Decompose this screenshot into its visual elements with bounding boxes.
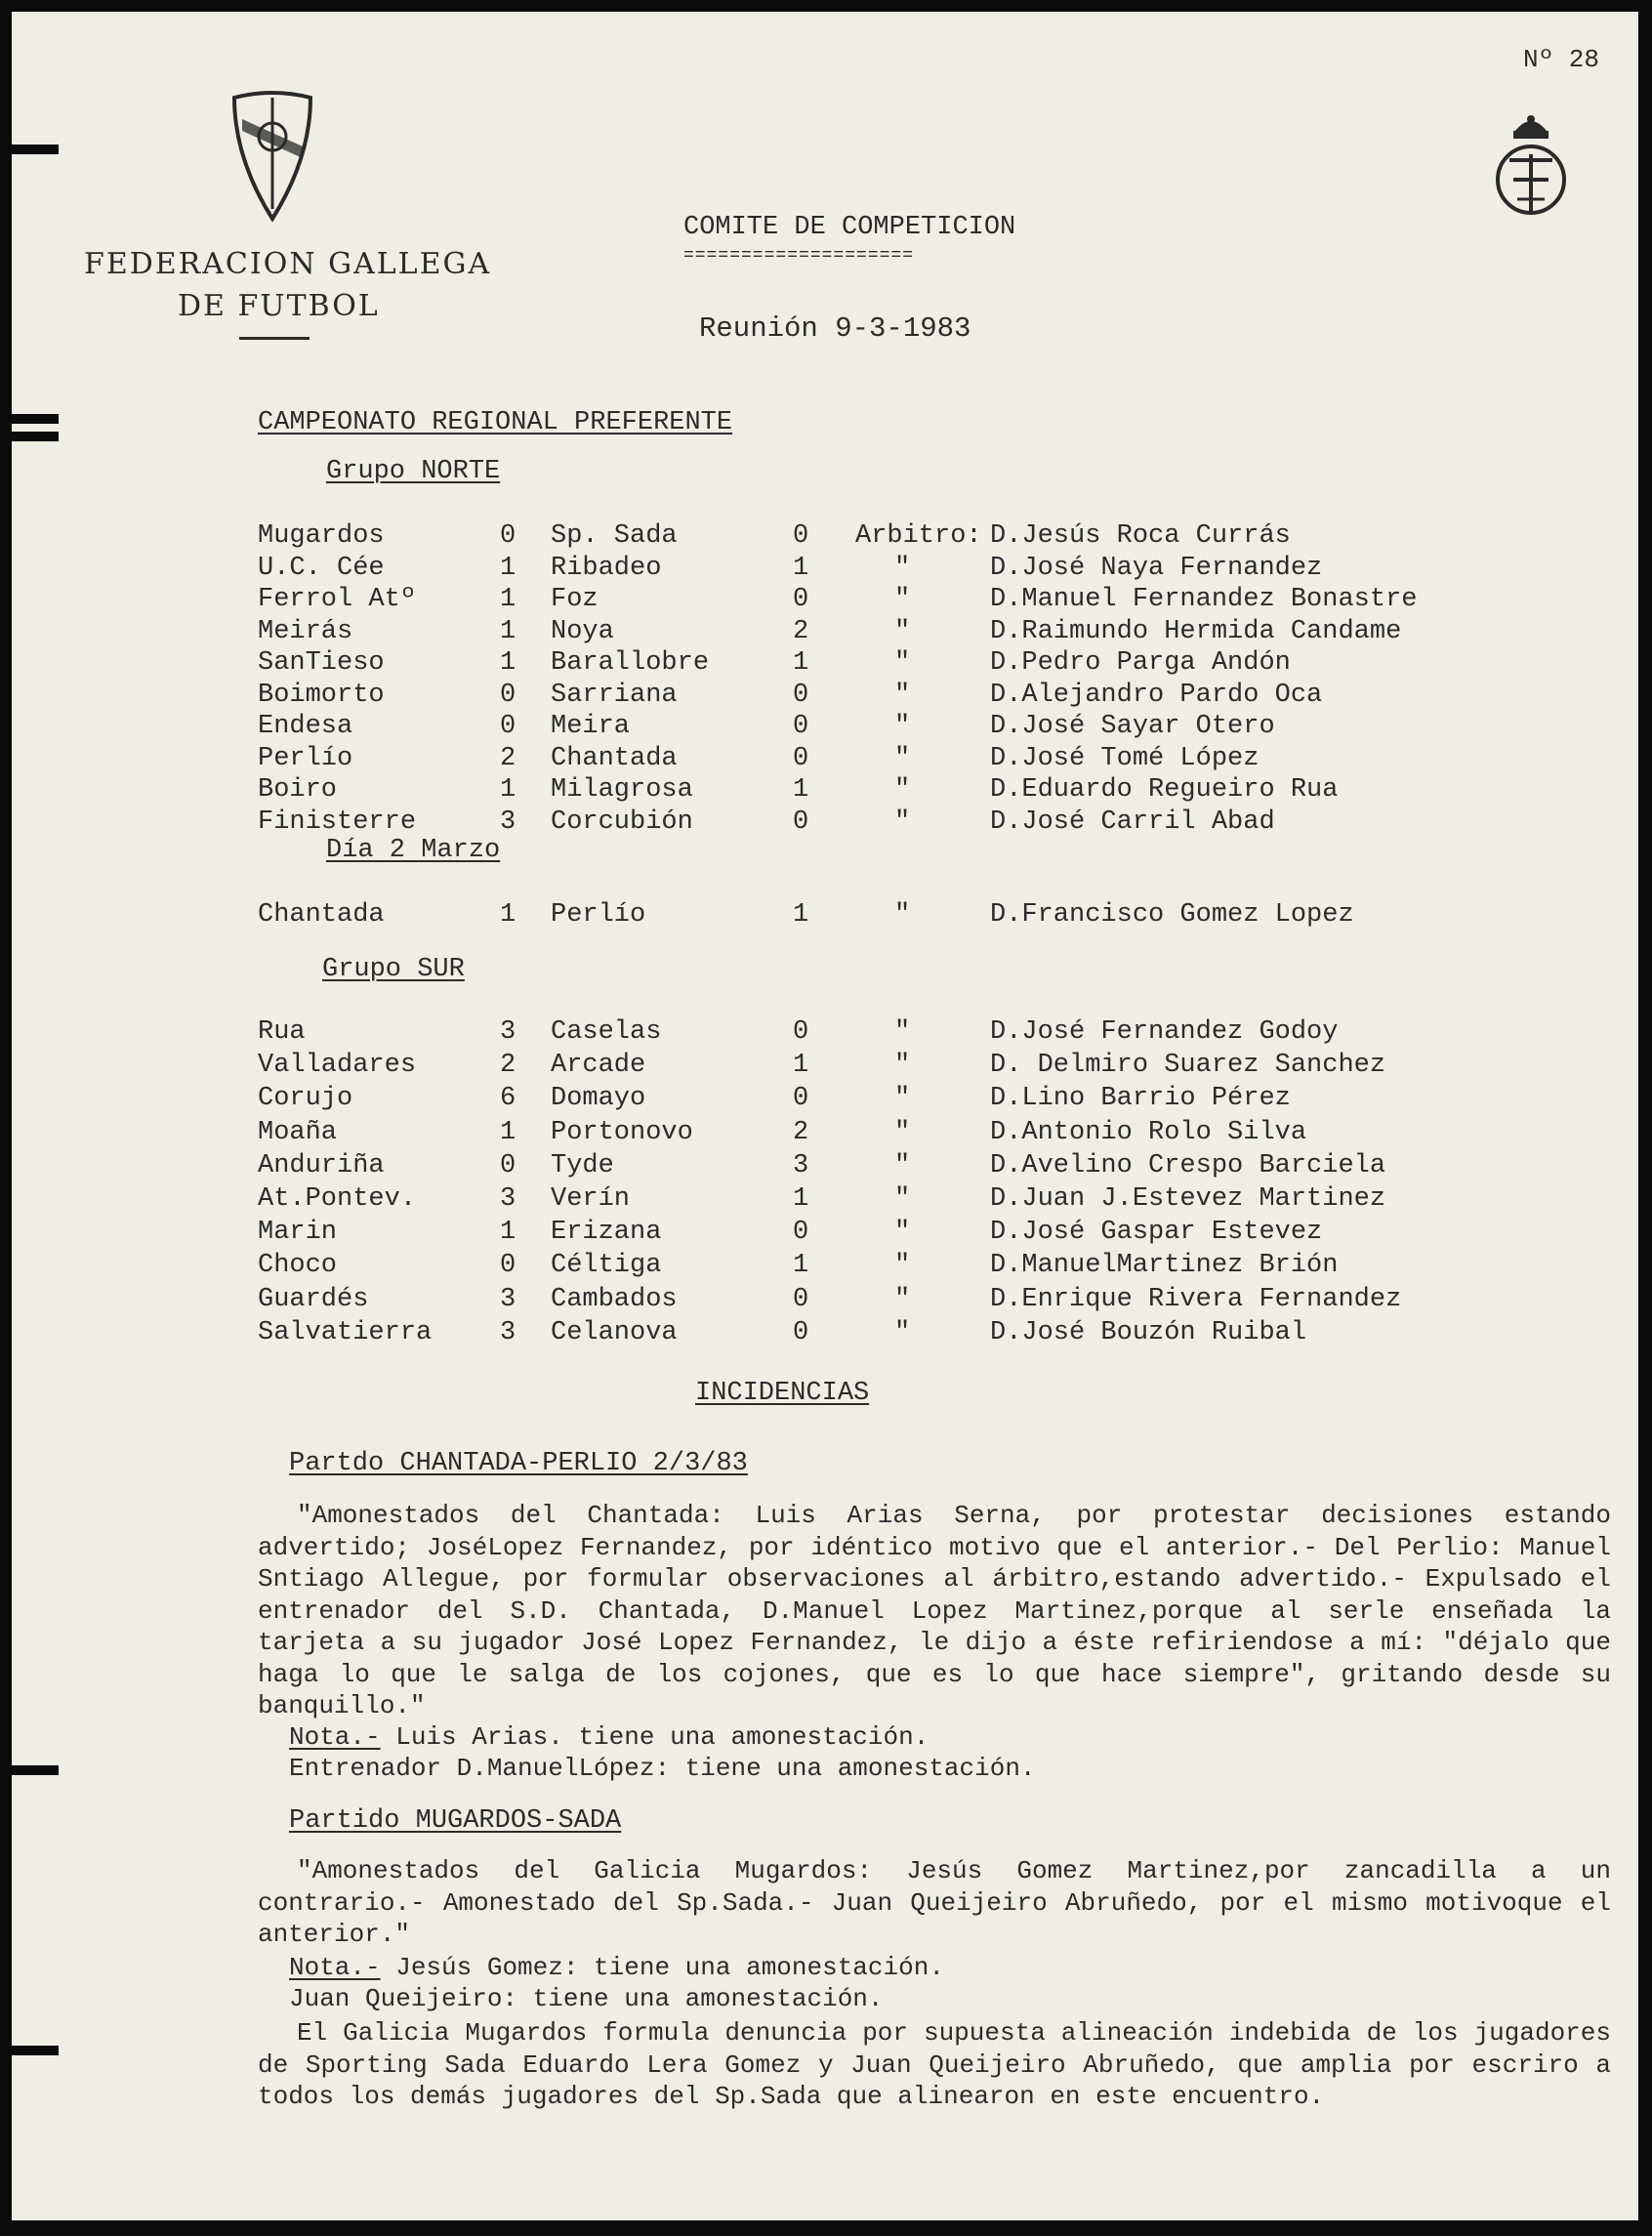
referee-name: D.Enrique Rivera Fernandez — [990, 1284, 1402, 1314]
referee-name: D.Juan J.Estevez Martinez — [990, 1184, 1386, 1214]
home-score: 3 — [500, 807, 516, 837]
match2-heading: Partido MUGARDOS-SADA — [289, 1806, 622, 1836]
home-score: 1 — [500, 900, 516, 930]
binder-hole — [12, 145, 59, 154]
home-team: Finisterre — [258, 807, 417, 837]
ditto-mark: " — [894, 807, 911, 837]
match2-nota-1 — [289, 1953, 944, 1982]
referee-name: D.Antonio Rolo Silva — [990, 1117, 1307, 1147]
match1-nota-2: Entrenador D.ManuelLópez: tiene una amonestación. — [289, 1754, 1036, 1783]
away-score: 3 — [793, 1150, 809, 1180]
nota-text: Luis Arias. tiene una amonestación. — [380, 1722, 929, 1752]
home-score: 1 — [500, 775, 516, 805]
incidencias-title: INCIDENCIAS — [695, 1379, 870, 1408]
federation-name-line2: DE FUTBOL — [178, 289, 380, 323]
home-team: Ferrol Atº — [258, 585, 417, 614]
match1-nota-1 — [289, 1722, 929, 1752]
home-score: 0 — [500, 521, 516, 551]
committee-title: COMITE DE COMPETICION — [683, 213, 1016, 242]
ditto-mark: " — [894, 553, 911, 583]
result-row — [12, 775, 1638, 808]
home-team: Endesa — [258, 712, 353, 741]
group-norte-title: Grupo NORTE — [326, 457, 501, 486]
away-team: Chantada — [551, 743, 678, 773]
away-score: 0 — [793, 807, 809, 837]
home-team: Moaña — [258, 1117, 338, 1147]
referee-name: D.Pedro Parga Andón — [990, 648, 1291, 678]
away-score: 0 — [793, 743, 809, 773]
ditto-mark: " — [894, 1317, 911, 1347]
home-team: Boimorto — [258, 680, 385, 710]
ditto-mark: " — [894, 1218, 911, 1248]
away-team: Corcubión — [551, 807, 693, 837]
referee-name: D.Raimundo Hermida Candame — [990, 616, 1402, 646]
away-team: Barallobre — [551, 648, 710, 678]
result-row — [12, 648, 1638, 682]
away-score: 0 — [793, 1017, 809, 1047]
referee-name: D.José Naya Fernandez — [990, 553, 1323, 583]
binder-hole — [12, 1765, 59, 1775]
match2-nota-2: Juan Queijeiro: tiene una amonestación. — [289, 1984, 884, 2013]
away-team: Tyde — [551, 1150, 614, 1180]
federation-divider — [239, 337, 310, 340]
home-score: 0 — [500, 712, 516, 741]
binder-hole — [12, 432, 59, 441]
referee-name: D.José Bouzón Ruibal — [990, 1317, 1307, 1347]
home-team: Valladares — [258, 1051, 417, 1081]
home-score: 2 — [500, 743, 516, 773]
ditto-mark: " — [894, 1184, 911, 1214]
away-score: 1 — [793, 1251, 809, 1281]
away-score: 2 — [793, 1117, 809, 1147]
result-row — [12, 1084, 1638, 1117]
referee-name: D.Avelino Crespo Barciela — [990, 1150, 1386, 1180]
referee-name: D.Jesús Roca Currás — [990, 521, 1291, 551]
home-score: 1 — [500, 1218, 516, 1248]
home-score: 6 — [500, 1084, 516, 1114]
ditto-mark: " — [894, 1084, 911, 1114]
nota-label: Nota.- — [289, 1722, 381, 1752]
nota-label: Nota.- — [289, 1953, 381, 1982]
home-score: 0 — [500, 1251, 516, 1281]
home-score: 3 — [500, 1317, 516, 1347]
result-row — [12, 681, 1638, 714]
referee-label: Arbitro: — [855, 521, 982, 551]
match2-report: "Amonestados del Galicia Mugardos: Jesús Gomez Martinez,por zancadilla a un contrario.- Amonestado del Sp.Sada.- Juan Queijeiro Abruñedo, por el mismo motivoque el anterior." — [258, 1856, 1611, 1949]
away-score: 1 — [793, 775, 809, 805]
nota-text: Jesús Gomez: tiene una amonestación. — [380, 1953, 944, 1982]
away-score: 0 — [793, 1084, 809, 1114]
home-team: U.C. Cée — [258, 553, 385, 583]
result-row — [12, 1184, 1638, 1218]
result-row — [12, 807, 1638, 841]
away-score: 0 — [793, 712, 809, 741]
referee-name: D. Delmiro Suarez Sanchez — [990, 1051, 1386, 1081]
home-team: Marin — [258, 1218, 338, 1248]
home-score: 0 — [500, 680, 516, 710]
result-row — [12, 900, 1638, 933]
referee-name: D.José Gaspar Estevez — [990, 1218, 1323, 1248]
ditto-mark: " — [894, 900, 911, 930]
home-team: Mugardos — [258, 521, 385, 551]
federation-name-line1: FEDERACION GALLEGA — [84, 247, 492, 281]
referee-name: D.Alejandro Pardo Oca — [990, 680, 1323, 710]
home-score: 1 — [500, 553, 516, 583]
referee-name: D.Lino Barrio Pérez — [990, 1084, 1291, 1114]
away-team: Caselas — [551, 1017, 662, 1047]
home-team: Boiro — [258, 775, 338, 805]
away-team: Milagrosa — [551, 775, 693, 805]
ditto-mark: " — [894, 616, 911, 646]
home-team: Anduriña — [258, 1150, 385, 1180]
referee-name: D.Manuel Fernandez Bonastre — [990, 585, 1418, 614]
away-score: 1 — [793, 648, 809, 678]
home-team: Meirás — [258, 616, 353, 646]
referee-name: D.Francisco Gomez Lopez — [990, 900, 1354, 930]
home-team: Chantada — [258, 900, 385, 930]
result-row — [12, 554, 1638, 587]
result-row — [12, 1218, 1638, 1251]
away-score: 1 — [793, 553, 809, 583]
home-team: Guardés — [258, 1284, 369, 1314]
away-score: 2 — [793, 616, 809, 646]
ditto-mark: " — [894, 1150, 911, 1180]
binder-hole — [12, 2046, 59, 2055]
away-score: 0 — [793, 1218, 809, 1248]
away-team: Portonovo — [551, 1117, 693, 1147]
referee-name: D.José Fernandez Godoy — [990, 1017, 1339, 1047]
result-row — [12, 617, 1638, 650]
result-row — [12, 1251, 1638, 1284]
away-team: Meira — [551, 712, 631, 741]
home-team: At.Pontev. — [258, 1184, 417, 1214]
ditto-mark: " — [894, 648, 911, 678]
away-score: 0 — [793, 680, 809, 710]
referee-name: D.ManuelMartinez Brión — [990, 1251, 1339, 1281]
result-row — [12, 1051, 1638, 1084]
home-score: 1 — [500, 1117, 516, 1147]
home-score: 3 — [500, 1284, 516, 1314]
group-sur-title: Grupo SUR — [322, 955, 465, 984]
result-row — [12, 1118, 1638, 1151]
away-score: 0 — [793, 1284, 809, 1314]
match1-report: "Amonestados del Chantada: Luis Arias Serna, por protestar decisiones estando advertido; JoséLopez Fernandez, por idéntico motivo que el anterior.- Del Perlio: Manuel Sntiago Allegue, por formular observaciones al árbitro,estando advertido.- Expulsado el entrenador del S.D. Chantada, D.Manuel Lopez Martinez,porque al serle enseñada la tarjeta a su jugador José Lopez Fernandez, le dijo a éste refiriendose a mí: "déjalo que haga lo que le salga de los cojones, que es lo que hace siempre", gritando desde su banquillo." — [258, 1501, 1611, 1720]
home-team: Rua — [258, 1017, 306, 1047]
referee-name: D.Eduardo Regueiro Rua — [990, 775, 1339, 805]
home-team: Corujo — [258, 1084, 353, 1114]
result-row — [12, 521, 1638, 555]
home-score: 1 — [500, 585, 516, 614]
away-team: Erizana — [551, 1218, 662, 1248]
away-score: 0 — [793, 585, 809, 614]
result-row — [12, 1285, 1638, 1318]
away-team: Céltiga — [551, 1251, 662, 1281]
match2-denuncia: El Galicia Mugardos formula denuncia por supuesta alineación indebida de los jugadores de Sporting Sada Eduardo Lera Gomez y Juan Queijeiro Abruñedo, que amplia por escriro a todos los demás jugadores del Sp.Sada que alinearon en este encuentro. — [258, 2018, 1611, 2111]
ditto-mark: " — [894, 1251, 911, 1281]
ditto-mark: " — [894, 743, 911, 773]
championship-title: CAMPEONATO REGIONAL PREFERENTE — [258, 408, 733, 437]
home-score: 1 — [500, 648, 516, 678]
match1-heading: Partdo CHANTADA-PERLIO 2/3/83 — [289, 1449, 748, 1478]
home-score: 1 — [500, 616, 516, 646]
day-march-2-title: Día 2 Marzo — [326, 836, 501, 865]
result-row — [12, 1017, 1638, 1051]
meeting-date: Reunión 9-3-1983 — [699, 312, 971, 345]
ditto-mark: " — [894, 1051, 911, 1081]
away-team: Sp. Sada — [551, 521, 678, 551]
home-team: Choco — [258, 1251, 338, 1281]
result-row — [12, 712, 1638, 745]
result-row — [12, 744, 1638, 777]
binder-hole — [12, 414, 59, 424]
away-score: 0 — [793, 1317, 809, 1347]
home-score: 0 — [500, 1150, 516, 1180]
result-row — [12, 585, 1638, 618]
home-score: 3 — [500, 1017, 516, 1047]
away-team: Celanova — [551, 1317, 678, 1347]
home-score: 2 — [500, 1051, 516, 1081]
home-score: 3 — [500, 1184, 516, 1214]
away-team: Sarriana — [551, 680, 678, 710]
ditto-mark: " — [894, 680, 911, 710]
home-team: Perlío — [258, 743, 353, 773]
away-team: Foz — [551, 585, 599, 614]
away-team: Verín — [551, 1184, 631, 1214]
away-score: 1 — [793, 900, 809, 930]
ditto-mark: " — [894, 585, 911, 614]
federation-shield-logo — [228, 90, 316, 227]
away-score: 0 — [793, 521, 809, 551]
home-team: SanTieso — [258, 648, 385, 678]
ditto-mark: " — [894, 712, 911, 741]
referee-name: D.José Carril Abad — [990, 807, 1275, 837]
referee-name: D.José Tomé López — [990, 743, 1260, 773]
ditto-mark: " — [894, 1117, 911, 1147]
page-number: Nº 28 — [1523, 45, 1600, 74]
rfef-crest-logo — [1490, 109, 1572, 227]
referee-name: D.José Sayar Otero — [990, 712, 1275, 741]
ditto-mark: " — [894, 775, 911, 805]
away-team: Noya — [551, 616, 614, 646]
home-team: Salvatierra — [258, 1317, 433, 1347]
result-row — [12, 1151, 1638, 1184]
away-team: Cambados — [551, 1284, 678, 1314]
ditto-mark: " — [894, 1284, 911, 1314]
away-score: 1 — [793, 1184, 809, 1214]
away-team: Perlío — [551, 900, 646, 930]
result-row — [12, 1318, 1638, 1351]
away-score: 1 — [793, 1051, 809, 1081]
committee-title-underline: ==================== — [683, 246, 915, 266]
document-page — [12, 12, 1638, 2220]
ditto-mark: " — [894, 1017, 911, 1047]
away-team: Domayo — [551, 1084, 646, 1114]
away-team: Ribadeo — [551, 553, 662, 583]
away-team: Arcade — [551, 1051, 646, 1081]
